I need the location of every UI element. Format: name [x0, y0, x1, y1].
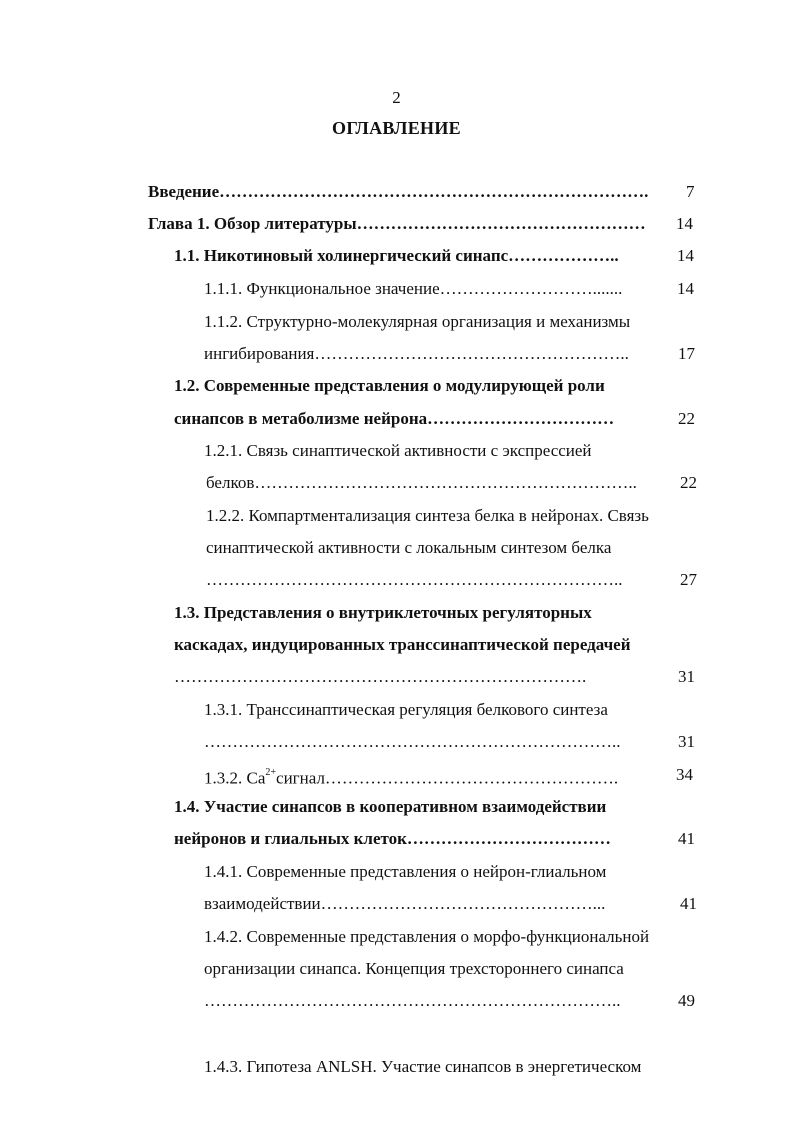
toc-page: 22	[680, 473, 697, 492]
toc-entry-1-3-2-post: сигнал…………………………………………….	[276, 768, 619, 788]
toc-entry-1-3: 1.3. Представления о внутриклеточных регуляторных	[174, 603, 592, 622]
toc-page: 22	[678, 409, 695, 428]
toc-page: 17	[678, 344, 695, 363]
toc-page: 34	[676, 765, 693, 784]
superscript-charge: 2+	[265, 767, 277, 778]
toc-page: 31	[678, 732, 695, 751]
toc-page: 14	[676, 214, 693, 233]
toc-entry-1-3-2-pre: 1.3.2. Са	[204, 768, 266, 788]
toc-entry-1-2-2-cont: синаптической активности с локальным синтезом белка	[206, 538, 612, 557]
toc-page: 14	[677, 279, 694, 298]
toc-page: 14	[677, 246, 694, 265]
toc-entry-1-1: 1.1. Никотиновый холинергический синапс………………..	[174, 246, 619, 265]
toc-entry-1-4-cont: нейронов и глиальных клеток………………………………	[174, 829, 611, 848]
toc-entry-1-1-1: 1.1.1. Функциональное значение……………………….......	[204, 279, 623, 298]
toc-entry-1-3-cont: каскадах, индуцированных транссинаптической передачей	[174, 635, 631, 654]
toc-entry-1-3-dots: ……………………………………………………………….	[174, 667, 587, 686]
toc-entry-1-4-2-dots: ………………………………………………………………..	[204, 991, 621, 1010]
toc-entry-1-2-2-dots: ………………………………………………………………..	[206, 570, 623, 589]
toc-page: 41	[680, 894, 697, 913]
toc-page: 31	[678, 667, 695, 686]
toc-entry-1-2-cont: синапсов в метаболизме нейрона……………………………	[174, 409, 615, 428]
toc-entry-1-2-2: 1.2.2. Компартментализация синтеза белка в нейронах. Связь	[206, 506, 649, 525]
toc-page: 41	[678, 829, 695, 848]
toc-entry-1-2: 1.2. Современные представления о модулирующей роли	[174, 376, 605, 395]
page-number: 2	[392, 88, 401, 107]
toc-entry-1-3-2	[204, 764, 618, 790]
toc-entry-1-4-1-cont: взаимодействии…………………………………………...	[204, 894, 606, 913]
toc-entry-chapter-1: Глава 1. Обзор литературы……………………………………………	[148, 214, 646, 233]
toc-entry-1-4-2: 1.4.2. Современные представления о морфо-функциональной	[204, 927, 650, 946]
toc-entry-1-4: 1.4. Участие синапсов в кооперативном взаимодействии	[174, 797, 607, 816]
toc-entry-1-3-1-dots: ………………………………………………………………..	[204, 732, 621, 751]
toc-entry-1-3-1: 1.3.1. Транссинаптическая регуляция белкового синтеза	[204, 700, 608, 719]
toc-page: 27	[680, 570, 697, 589]
toc-entry-introduction: Введение………………………………………………………………….	[148, 182, 649, 201]
toc-entry-1-4-2-cont: организации синапса. Концепция трехстороннего синапса	[204, 959, 624, 978]
toc-page: 7	[686, 182, 695, 201]
toc-page: 49	[678, 991, 695, 1010]
toc-entry-1-2-1-cont: белков…………………………………………………………..	[206, 473, 637, 492]
toc-entry-1-1-2-cont: ингибирования………………………………………………..	[204, 344, 629, 363]
toc-entry-1-1-2: 1.1.2. Структурно-молекулярная организация и механизмы	[204, 312, 631, 331]
toc-entry-1-4-3: 1.4.3. Гипотеза ANLSH. Участие синапсов в энергетическом	[204, 1057, 642, 1076]
toc-entry-1-2-1: 1.2.1. Связь синаптической активности с экспрессией	[204, 441, 592, 460]
toc-title: ОГЛАВЛЕНИЕ	[332, 118, 461, 138]
toc-entry-1-4-1: 1.4.1. Современные представления о нейрон-глиальном	[204, 862, 607, 881]
